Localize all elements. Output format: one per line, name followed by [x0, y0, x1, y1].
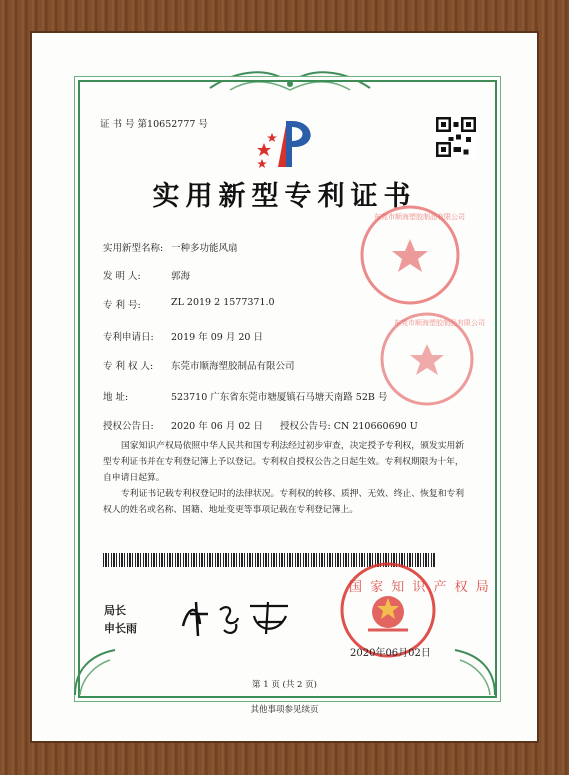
corner-ornament-icon — [70, 640, 130, 700]
field-label-patent-no: 专 利 号: — [103, 300, 141, 311]
field-value-patent-no: ZL 2019 2 1577371.0 — [171, 297, 275, 308]
footer-note: 其他事项参见续页 — [250, 705, 319, 715]
statement-paragraph-1: 国家知识产权局依照中华人民共和国专利法经过初步审查，决定授予专利权，颁发实用新型专利证书并在专利登记簿上予以登记。专利权自授权公告之日起生效。专利权期限为十年，自申请日起算。 — [103, 441, 465, 483]
director-title: 局长 — [104, 604, 126, 617]
company-seal-1-text: 东莞市顺海塑胶制品有限公司 — [374, 213, 465, 221]
field-label-address: 地 址: — [103, 392, 129, 403]
seal-text: 国 家 知 识 产 权 局 — [349, 580, 491, 595]
field-value-grant-date: 2020 年 06 月 02 日 — [171, 421, 263, 432]
field-value-address: 523710 广东省东莞市塘厦镇石马塘天南路 52B 号 — [171, 392, 388, 403]
certificate-title: 实用新型专利证书 — [152, 181, 417, 212]
field-value-filing-date: 2019 年 09 月 20 日 — [171, 332, 263, 343]
corner-ornament-icon — [440, 640, 500, 700]
announcement-number: 授权公告号: CN 210660690 U — [280, 421, 418, 432]
field-label-grant-date: 授权公告日: — [103, 421, 154, 432]
certificate-number: 证 书 号 第10652777 号 — [100, 119, 208, 130]
field-value-inventor: 郭海 — [171, 271, 191, 282]
patent-logo-icon — [252, 115, 322, 173]
company-seal-2-text: 东莞市顺海塑胶制品有限公司 — [394, 319, 485, 327]
page-info: 第 1 页 (共 2 页) — [252, 680, 317, 690]
director-signature — [178, 596, 298, 640]
field-value-name: 一种多功能风扇 — [171, 243, 238, 254]
qr-code-icon — [436, 117, 476, 157]
field-value-patentee: 东莞市顺海塑胶制品有限公司 — [171, 361, 295, 372]
statement-paragraph-2: 专利证书记载专利权登记时的法律状况。专利权的转移、质押、无效、终止、恢复和专利权人的姓名或名称、国籍、地址变更等事项记载在专利登记簿上。 — [103, 489, 465, 515]
field-label-filing-date: 专利申请日: — [103, 332, 154, 343]
seal-date: 2020年06月02日 — [350, 648, 431, 659]
director-name: 申长雨 — [104, 622, 137, 635]
field-label-patentee: 专 利 权 人: — [103, 361, 154, 372]
field-label-inventor: 发 明 人: — [103, 271, 141, 282]
field-label-name: 实用新型名称: — [103, 243, 164, 254]
